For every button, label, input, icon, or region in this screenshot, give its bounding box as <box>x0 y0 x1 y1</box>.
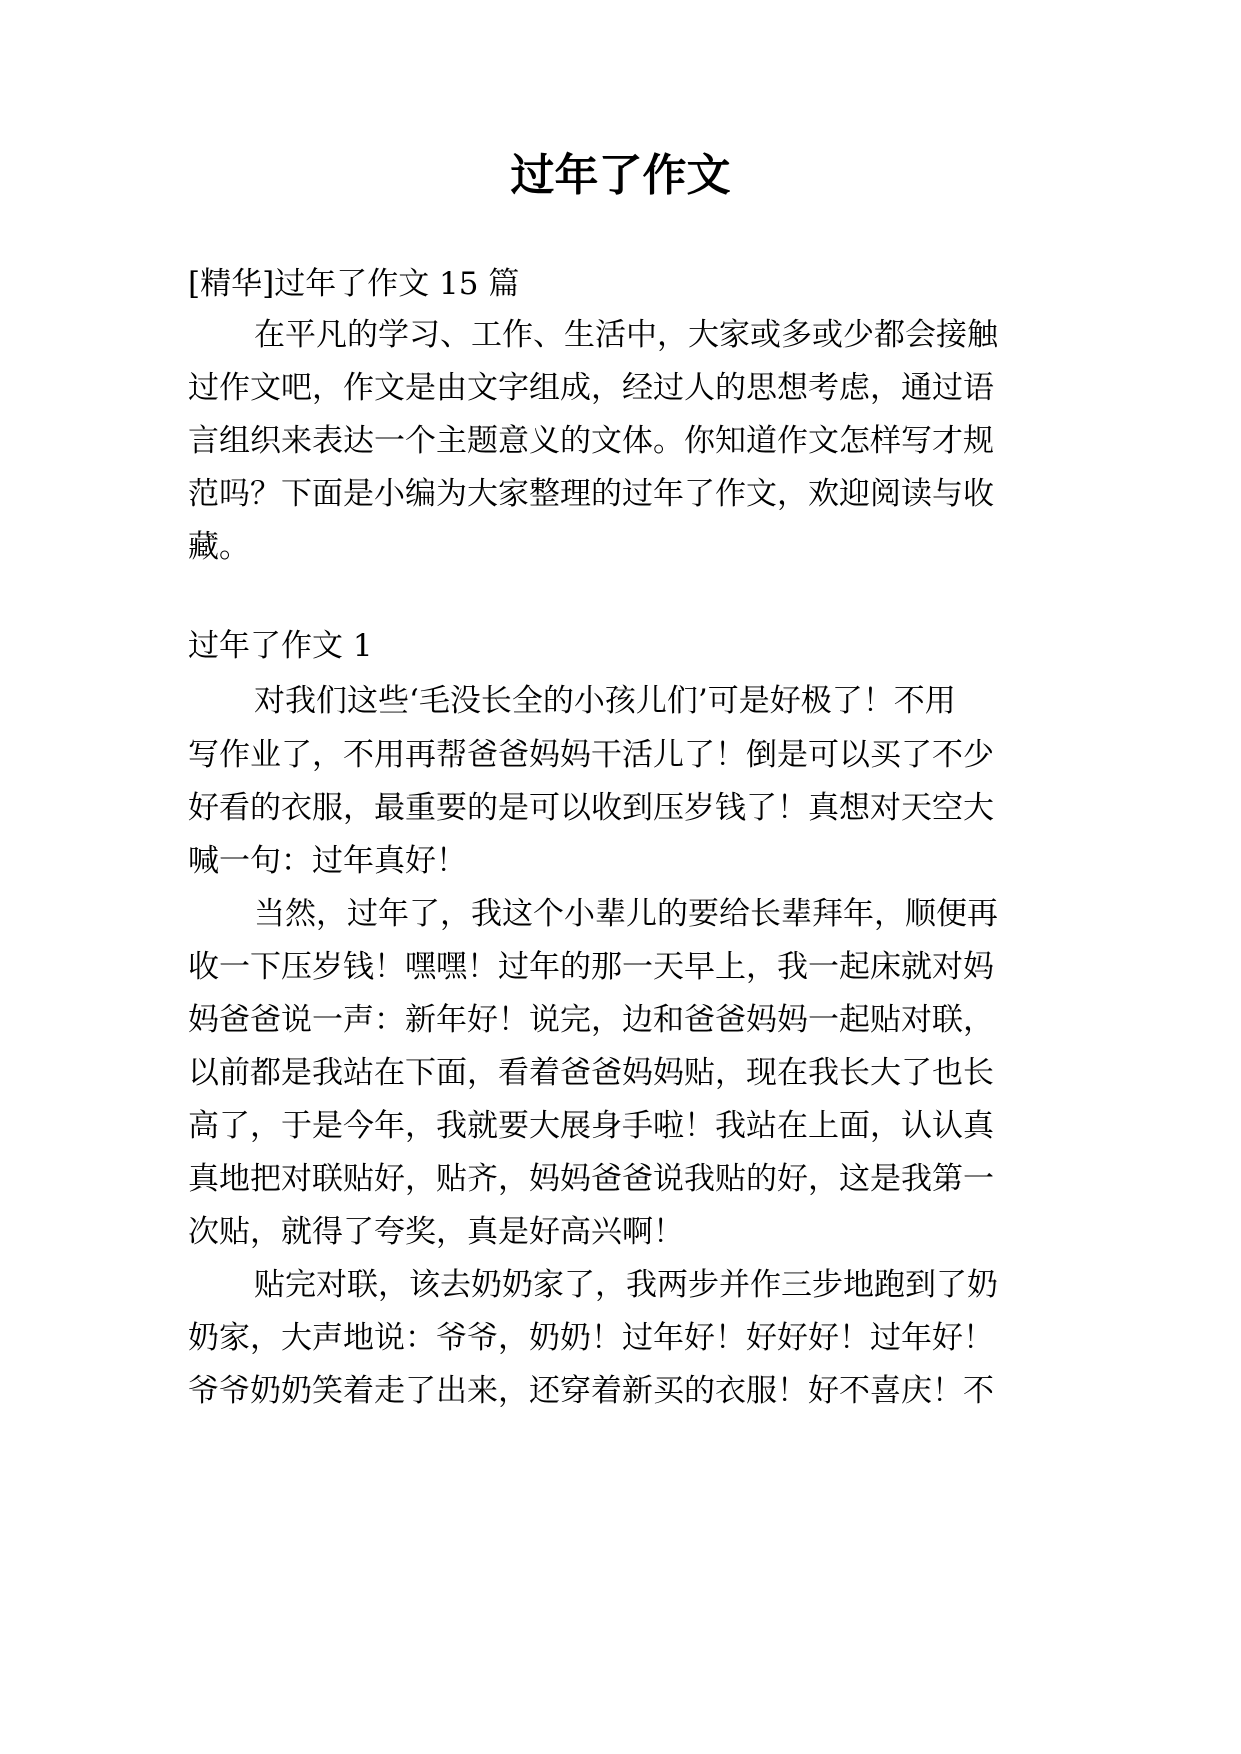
paragraph-line: 次贴，就得了夸奖，真是好高兴啊！ <box>188 1214 684 1250</box>
paragraph-line: 高了，于是今年，我就要大展身手啦！我站在上面，认认真 <box>188 1108 994 1144</box>
paragraph-line: 好看的衣服，最重要的是可以收到压岁钱了！真想对天空大 <box>188 790 994 826</box>
paragraph-line: 以前都是我站在下面，看着爸爸妈妈贴，现在我长大了也长 <box>188 1055 994 1091</box>
paragraph-line: 奶家，大声地说：爷爷，奶奶！过年好！好好好！过年好！ <box>188 1320 994 1356</box>
intro-line: 言组织来表达一个主题意义的文体。你知道作文怎样写才规 <box>188 423 994 459</box>
intro-line: 藏。 <box>188 529 250 565</box>
paragraph-line: 妈爸爸说一声：新年好！说完，边和爸爸妈妈一起贴对联， <box>188 1002 994 1038</box>
paragraph-line: 爷爷奶奶笑着走了出来，还穿着新买的衣服！好不喜庆！不 <box>188 1373 994 1409</box>
section-heading: 过年了作文 1 <box>188 628 373 664</box>
intro-line: 在平凡的学习、工作、生活中，大家或多或少都会接触 <box>254 317 998 353</box>
document-title: 过年了作文 <box>510 150 731 201</box>
paragraph-line: 当然，过年了，我这个小辈儿的要给长辈拜年，顺便再 <box>254 896 998 932</box>
paragraph-line: 真地把对联贴好，贴齐，妈妈爸爸说我贴的好，这是我第一 <box>188 1161 994 1197</box>
paragraph-line: 对我们这些‘毛没长全的小孩儿们’可是好极了！不用 <box>254 683 956 719</box>
intro-line: 范吗？下面是小编为大家整理的过年了作文，欢迎阅读与收 <box>188 476 994 512</box>
paragraph-line: 喊一句：过年真好！ <box>188 843 467 879</box>
intro-heading: [精华]过年了作文 15 篇 <box>188 266 520 302</box>
intro-line: 过作文吧，作文是由文字组成，经过人的思想考虑，通过语 <box>188 370 994 406</box>
paragraph-line: 写作业了，不用再帮爸爸妈妈干活儿了！倒是可以买了不少 <box>188 737 994 773</box>
paragraph-line: 收一下压岁钱！嘿嘿！过年的那一天早上，我一起床就对妈 <box>188 949 994 985</box>
paragraph-line: 贴完对联，该去奶奶家了，我两步并作三步地跑到了奶 <box>254 1267 998 1303</box>
